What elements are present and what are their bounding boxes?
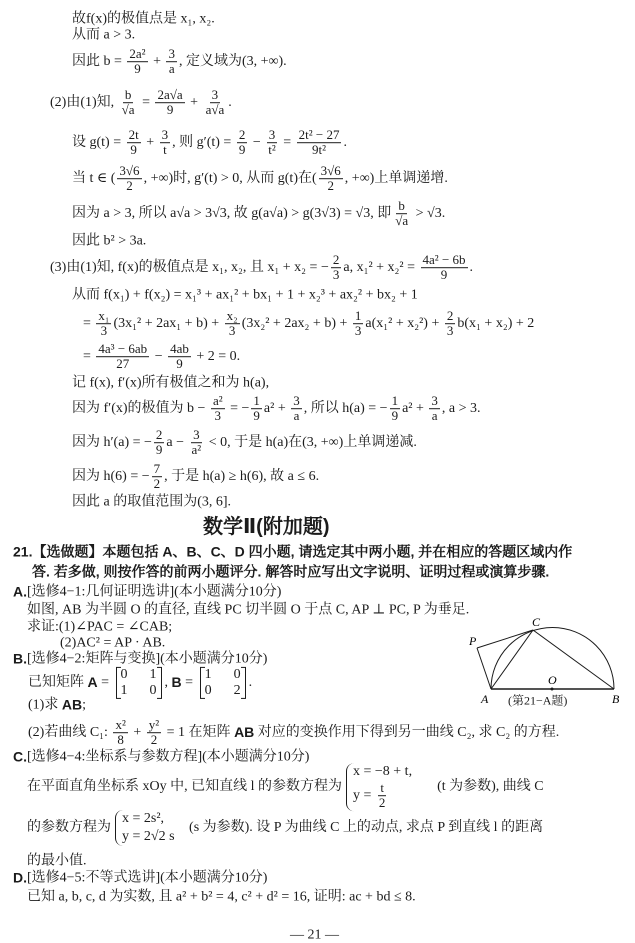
numerator: x₂: [226, 308, 238, 324]
numerator: 2a²: [129, 46, 146, 62]
label-p: P: [469, 634, 477, 648]
numerator: 2t: [128, 127, 139, 143]
text-run: (2)AC² = AP · AB.: [60, 635, 166, 651]
text-run: .: [343, 135, 347, 151]
text-run: x = −8 + t,: [353, 764, 413, 780]
denominator: 3: [228, 323, 236, 339]
denominator: 9: [253, 408, 260, 424]
numerator: 7: [153, 461, 161, 477]
bold-symbol: D.: [13, 869, 27, 886]
matrix-cell: 0: [149, 683, 157, 698]
text-run: .: [248, 675, 253, 691]
text-run: 如图, AB 为半圆 O 的直径, 直线 PC 切半圆 O 于点 C, AP ⊥ PC, P 为垂足.: [27, 602, 470, 618]
label-a: A: [481, 692, 489, 706]
text-run: , 则 g′(t) =: [172, 135, 235, 151]
text-run: a² +: [263, 401, 290, 417]
numerator: a²: [212, 393, 223, 409]
text-run: 故f(x)的极值点是 x₁, x₂.: [72, 11, 215, 27]
text-run: 当 t ∈ (: [72, 171, 116, 187]
denominator: 27: [116, 356, 130, 372]
denominator: a√a: [205, 102, 225, 118]
page-number: — 21 —: [290, 927, 339, 943]
numerator: x₁: [98, 308, 110, 324]
text-run: =: [97, 675, 113, 691]
text-run: (s 为参数). 设 P 为曲线 C 上的动点, 求点 P 到直线 l 的距离: [178, 820, 544, 836]
text-run: [选修4−2:矩阵与变换](本小题满分10分): [27, 651, 268, 667]
bold-symbol: A: [87, 674, 98, 691]
segment-ap: [477, 648, 491, 689]
text-run: =: [138, 95, 154, 111]
denominator: 3: [332, 267, 340, 283]
bold-symbol: A.: [13, 583, 27, 600]
numerator: 3: [161, 127, 169, 143]
text-run: +: [186, 95, 202, 111]
text-run: (1)求: [28, 697, 62, 713]
numerator: 3: [431, 393, 438, 409]
matrix-cell: 0: [233, 666, 241, 682]
numerator: 3: [193, 427, 200, 443]
text-run: =: [83, 349, 95, 365]
denominator: 9: [155, 442, 163, 458]
text-run: 已知矩阵: [28, 675, 88, 691]
text-run: 因此 a 的取值范围为(3, 6].: [72, 494, 232, 510]
text-run: , +∞)时, g′(t) > 0, 从而 g(t)在(: [143, 171, 317, 187]
denominator: a²: [191, 442, 202, 458]
denominator: 3: [446, 323, 454, 339]
numerator: 1: [354, 308, 362, 324]
text-run: y = 2√2 s: [122, 829, 175, 845]
text-run: (3)由(1)知, f(x)的极值点是 x₁, x₂, 且 x₁ + x₂ = −: [50, 260, 329, 276]
numerator: 2t² − 27: [298, 127, 340, 143]
text-run: = −: [226, 401, 250, 417]
numerator: 1: [253, 393, 260, 409]
denominator: 9: [238, 142, 246, 158]
denominator: 2: [126, 178, 133, 194]
denominator: a: [293, 408, 300, 424]
denominator: 2: [327, 178, 334, 194]
text-run: 因此 b =: [72, 54, 126, 70]
bold-symbol: AB: [61, 696, 83, 713]
text-run: −: [151, 349, 167, 365]
text-run: < 0, 于是 h(a)在(3, +∞)上单调递减.: [205, 435, 417, 451]
text-run: b(x₁ + x₂) + 2: [457, 316, 535, 332]
numerator: 3: [268, 127, 276, 143]
denominator: 9t²: [312, 142, 327, 158]
numerator: 3: [293, 393, 300, 409]
center-point-o: [551, 688, 554, 691]
text-run: 因为 f′(x)的极值为 b −: [72, 401, 209, 417]
matrix-cell: 1: [204, 666, 212, 682]
numerator: 2a√a: [157, 87, 183, 103]
label-o: O: [548, 673, 557, 687]
numerator: y²: [148, 717, 160, 733]
numerator: 4a² − 6b: [422, 252, 466, 268]
text-run: [选修4−5:不等式选讲](本小题满分10分): [27, 870, 268, 886]
label-b: B: [612, 692, 620, 706]
matrix-cell: 1: [149, 666, 157, 682]
matrix-cell: 0: [204, 683, 212, 698]
text-run: 记 f(x), f′(x)所有极值之和为 h(a),: [72, 375, 270, 391]
numerator: 3: [211, 87, 219, 103]
text-run: 对应的变换作用下得到另一曲线 C₂, 求 C₂ 的方程.: [254, 725, 560, 741]
numerator: 4ab: [170, 341, 189, 357]
text-run: (2)由(1)知,: [50, 95, 118, 111]
text-run: y =: [353, 788, 375, 804]
text-run: x = 2s²,: [122, 811, 165, 827]
text-run: +: [142, 135, 158, 151]
label-c: C: [532, 615, 541, 629]
text-run: +: [149, 54, 165, 70]
numerator: x²: [115, 717, 126, 733]
numerator: 2: [238, 127, 246, 143]
matrix-cell: 0: [120, 666, 128, 682]
text-run: .: [228, 95, 232, 111]
segment-pc: [477, 630, 533, 648]
text-run: 在平面直角坐标系 xOy 中, 已知直线 l 的参数方程为: [27, 779, 342, 795]
text-run: 因为 h(6) = −: [72, 469, 150, 485]
text-run: +: [129, 725, 145, 741]
text-run: ,: [164, 675, 172, 691]
denominator: 2: [153, 476, 161, 492]
text-run: 设 g(t) =: [72, 135, 125, 151]
text-run: [选修4−1:几何证明选讲](本小题满分10分): [27, 584, 282, 600]
text-run: ;: [82, 697, 86, 713]
text-run: , a > 3.: [441, 401, 481, 417]
figure-caption: (第21−A题): [508, 693, 568, 708]
text-run: 的最小值.: [27, 853, 87, 869]
text-run: =: [279, 135, 295, 151]
denominator: 3: [354, 323, 362, 339]
text-run: a, x₁² + x₂² =: [343, 260, 419, 276]
numerator: 2: [446, 308, 454, 324]
denominator: 3: [100, 323, 108, 339]
denominator: 9: [391, 408, 399, 424]
text-run: > √3.: [412, 206, 446, 222]
text-run: , 所以 h(a) = −: [303, 401, 388, 417]
denominator: a: [168, 61, 175, 77]
denominator: 3: [214, 408, 222, 424]
denominator: 9: [176, 356, 183, 372]
text-run: , +∞)上单调递增.: [344, 171, 448, 187]
text-run: (t 为参数), 曲线 C: [416, 779, 544, 795]
text-run: =: [83, 316, 95, 332]
denominator: 9: [130, 142, 137, 158]
text-run: 的参数方程为: [27, 820, 111, 836]
text-run: = 1 在矩阵: [163, 725, 235, 741]
numerator: b: [124, 87, 132, 103]
numerator: 1: [391, 393, 399, 409]
numerator: 3: [168, 46, 175, 62]
denominator: t: [163, 142, 167, 158]
numerator: 2: [155, 427, 163, 443]
denominator: 2: [378, 795, 386, 811]
text-run: [选修4−4:坐标系与参数方程](本小题满分10分): [27, 749, 310, 765]
text-run: 21.【选做题】本题包括 A、B、C、D 四小题, 请选定其中两小题, 并在相应的答题区域内作: [13, 543, 573, 560]
text-run: 因为 h′(a) = −: [72, 435, 152, 451]
bold-symbol: AB: [234, 724, 255, 741]
numerator: 3√6: [119, 163, 140, 179]
denominator: t²: [268, 142, 276, 158]
numerator: b: [398, 198, 405, 214]
denominator: 9: [166, 102, 174, 118]
denominator: 9: [440, 267, 448, 283]
text-run: .: [469, 260, 474, 276]
text-run: , 定义域为(3, +∞).: [178, 54, 287, 70]
section-title: 数学Ⅱ(附加题): [203, 516, 330, 538]
matrix-cell: 1: [120, 683, 128, 698]
denominator: 2: [150, 732, 158, 748]
numerator: t: [380, 780, 384, 796]
text-run: 求证:(1)∠PAC = ∠CAB;: [27, 619, 173, 635]
text-run: (3x₂² + 2ax₂ + b) +: [241, 316, 351, 332]
bold-symbol: C.: [13, 748, 27, 765]
text-run: 因此 b² > 3a.: [72, 233, 147, 249]
denominator: 9: [134, 61, 141, 77]
numerator: 2: [332, 252, 340, 268]
denominator: 8: [117, 732, 124, 748]
denominator: a: [431, 408, 438, 424]
text-run: 因为 a > 3, 所以 a√a > 3√3, 故 g(a√a) > g(3√3) = √3, 即: [72, 206, 392, 222]
text-run: a² +: [402, 401, 428, 417]
denominator: √a: [395, 213, 409, 229]
text-run: a(x₁² + x₂²) +: [365, 316, 443, 332]
segment-ac: [491, 630, 533, 689]
text-run: (3x₁² + 2ax₁ + b) +: [113, 316, 223, 332]
text-run: 已知 a, b, c, d 为实数, 且 a² + b² = 4, c² + d² = 16, 证明: ac + bd ≤ 8.: [27, 889, 416, 905]
text-run: 从而 a > 3.: [72, 27, 136, 43]
denominator: √a: [121, 102, 135, 118]
text-run: −: [249, 135, 265, 151]
numerator: 4a³ − 6ab: [98, 341, 148, 357]
text-run: 答. 若多做, 则按作答的前两小题评分. 解答时应写出文字说明、证明过程或演算步骤.: [32, 563, 550, 580]
text-run: =: [181, 675, 197, 691]
segment-cb: [533, 630, 614, 689]
text-run: a −: [166, 435, 188, 451]
bold-symbol: B: [171, 674, 182, 691]
text-run: + 2 = 0.: [192, 349, 241, 365]
text-run: , 于是 h(a) ≥ h(6), 故 a ≤ 6.: [164, 469, 320, 485]
matrix-cell: 2: [233, 683, 241, 698]
numerator: 3√6: [320, 163, 341, 179]
text-run: 从而 f(x₁) + f(x₂) = x₁³ + ax₁² + bx₁ + 1 + x₂³ + ax₂² + bx₂ + 1: [72, 287, 418, 303]
text-run: (2)若曲线 C₁:: [28, 725, 112, 741]
bold-symbol: B.: [13, 650, 27, 667]
